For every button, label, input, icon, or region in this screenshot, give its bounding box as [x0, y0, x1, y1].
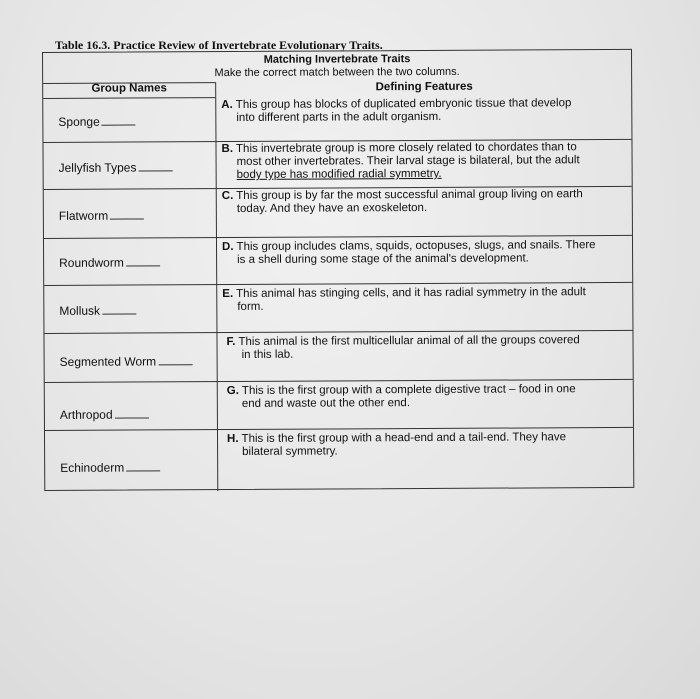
- feature-text: This is the first group with a head-end and a tail-end. They have: [241, 431, 567, 445]
- group-roundworm: [59, 255, 160, 270]
- group-label: Arthropod: [59, 407, 113, 422]
- feature-text: This invertebrate group is more closely related to chordates than to: [235, 141, 577, 155]
- feature-letter: D.: [221, 240, 234, 254]
- divider: [43, 97, 215, 99]
- feature-letter: E.: [222, 288, 234, 301]
- feature-text: today. And they have an exoskeleton.: [236, 201, 428, 215]
- feature-letter: B.: [221, 143, 234, 156]
- column-header-group-names: Group Names: [91, 82, 167, 95]
- group-label: Jellyfish Types: [58, 160, 137, 175]
- column-header-defining-features: Defining Features: [375, 80, 473, 94]
- answer-blank[interactable]: [126, 255, 160, 266]
- feature-b: [221, 141, 626, 182]
- group-label: Flatworm: [58, 208, 109, 223]
- feature-text: This group includes clams, squids, octopuses, slugs, and snails. There: [236, 239, 596, 253]
- group-sponge: [58, 115, 135, 129]
- feature-text: into different parts in the adult organism.: [236, 110, 442, 124]
- feature-text: form.: [237, 300, 264, 313]
- feature-text: This animal has stinging cells, and it has radial symmetry in the adult: [236, 286, 586, 300]
- feature-letter: H.: [226, 432, 239, 446]
- group-label: Segmented Worm: [59, 354, 157, 369]
- group-label: Echinoderm: [60, 460, 125, 475]
- answer-blank[interactable]: [126, 460, 160, 471]
- feature-c: [222, 188, 627, 216]
- feature-text: is a shell during some stage of the animal's development.: [237, 252, 529, 266]
- feature-letter: C.: [221, 190, 234, 203]
- table-header: [43, 50, 631, 83]
- header-title: Matching Invertebrate Traits: [263, 53, 411, 66]
- matching-table: [42, 49, 634, 491]
- answer-blank[interactable]: [158, 354, 192, 365]
- feature-g: [227, 383, 632, 411]
- feature-letter: G.: [226, 384, 239, 398]
- feature-text: This is the first group with a complete digestive tract – food in one: [241, 383, 576, 397]
- table-title: Table 16.3. Practice Review of Invertebrate Evolutionary Traits.: [55, 38, 383, 52]
- feature-letter: A.: [221, 99, 233, 112]
- group-flatworm: [59, 208, 144, 222]
- group-label: Roundworm: [59, 255, 124, 270]
- feature-d: [222, 239, 627, 267]
- group-jellyfish: [59, 160, 173, 175]
- group-segmented-worm: [60, 354, 193, 369]
- group-mollusk: [59, 304, 136, 318]
- feature-letter: F.: [226, 335, 236, 349]
- feature-text: This group is by far the most successful animal group living on earth: [236, 188, 583, 202]
- feature-text: in this lab.: [241, 348, 294, 361]
- feature-e: [222, 286, 627, 314]
- group-label: Mollusk: [59, 303, 101, 318]
- answer-blank[interactable]: [102, 115, 136, 126]
- feature-text: This animal is the first multicellular animal of all the groups covered: [238, 334, 580, 348]
- group-label: Sponge: [58, 114, 100, 129]
- header-subtitle: Make the correct match between the two columns.: [214, 65, 460, 80]
- feature-f: [226, 334, 631, 362]
- feature-text: end and waste out the other end.: [241, 397, 411, 410]
- feature-text: most other invertebrates. Their larval stage is bilateral, but the adult: [236, 154, 580, 168]
- group-arthropod: [60, 407, 149, 421]
- feature-text: bilateral symmetry.: [242, 445, 338, 458]
- feature-h: [227, 431, 632, 459]
- feature-a: [221, 97, 626, 125]
- feature-text: This group has blocks of duplicated embryonic tissue that develop: [235, 97, 572, 111]
- answer-blank[interactable]: [138, 160, 172, 171]
- group-echinoderm: [60, 460, 160, 475]
- answer-blank[interactable]: [115, 407, 149, 418]
- answer-blank[interactable]: [102, 304, 136, 315]
- feature-text: body type has modified radial symmetry.: [236, 167, 442, 181]
- answer-blank[interactable]: [110, 208, 144, 219]
